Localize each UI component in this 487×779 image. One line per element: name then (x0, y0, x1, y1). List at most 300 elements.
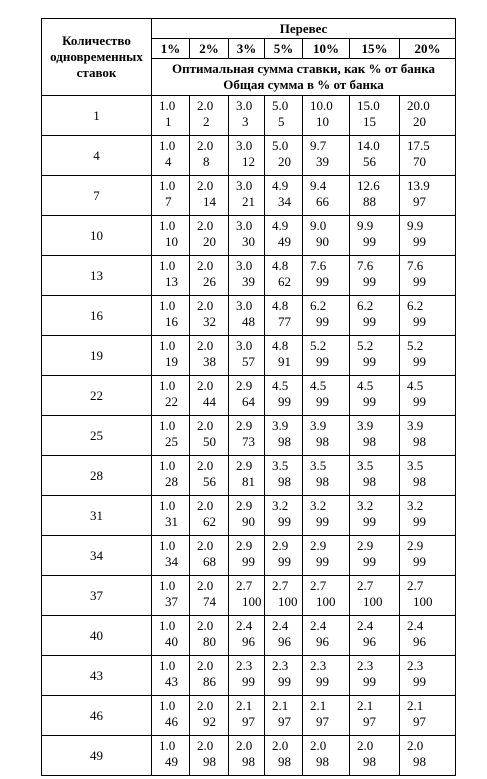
optimal-stake-value: 1.0 (159, 298, 176, 313)
bet-count-cell: 37 (42, 576, 152, 616)
stake-cell (152, 496, 190, 536)
stake-cell (303, 336, 350, 376)
optimal-stake-value: 10.0 (310, 98, 333, 113)
optimal-stake-value: 1.0 (159, 458, 176, 473)
total-stake-value: 80 (203, 634, 216, 649)
optimal-stake-value: 2.1 (236, 698, 253, 713)
optimal-stake-value: 1.0 (159, 538, 176, 553)
total-stake-value: 100 (278, 594, 298, 609)
total-stake-value: 99 (316, 354, 329, 369)
optimal-stake-value: 9.9 (357, 218, 374, 233)
optimal-stake-value: 1.0 (159, 98, 176, 113)
stake-cell (400, 456, 456, 496)
total-stake-value: 15 (363, 114, 376, 129)
stake-cell (265, 576, 303, 616)
total-stake-value: 37 (165, 594, 178, 609)
table-row (42, 296, 456, 336)
table-body (42, 96, 456, 776)
optimal-stake-value: 2.7 (407, 578, 424, 593)
stake-cell (303, 456, 350, 496)
optimal-stake-value: 9.0 (310, 218, 327, 233)
bet-count-cell: 1 (42, 96, 152, 136)
optimal-stake-value: 2.0 (197, 338, 214, 353)
optimal-stake-value: 4.9 (272, 218, 289, 233)
stake-cell (350, 336, 400, 376)
percent-header: 20% (400, 39, 456, 59)
stake-cell (303, 216, 350, 256)
stake-cell (229, 336, 265, 376)
total-stake-value: 74 (203, 594, 216, 609)
total-stake-value: 99 (316, 514, 329, 529)
optimal-stake-label: Оптимальная сумма ставки, как % от банка (172, 61, 435, 76)
total-stake-value: 49 (278, 234, 291, 249)
stake-cell (229, 576, 265, 616)
optimal-stake-value: 3.0 (236, 258, 253, 273)
percent-header: 5% (265, 39, 303, 59)
stake-cell (350, 96, 400, 136)
table-row (42, 136, 456, 176)
optimal-stake-value: 2.0 (197, 178, 214, 193)
optimal-stake-value: 1.0 (159, 338, 176, 353)
stake-cell (190, 256, 229, 296)
stake-cell (350, 576, 400, 616)
optimal-stake-value: 3.2 (272, 498, 289, 513)
total-stake-value: 38 (203, 354, 216, 369)
optimal-stake-value: 9.4 (310, 178, 327, 193)
stake-cell (400, 176, 456, 216)
stake-cell (190, 336, 229, 376)
stake-cell (400, 96, 456, 136)
total-stake-value: 34 (278, 194, 291, 209)
total-stake-value: 44 (203, 394, 216, 409)
bet-count-cell: 43 (42, 656, 152, 696)
bet-count-cell: 31 (42, 496, 152, 536)
optimal-stake-value: 14.0 (357, 138, 380, 153)
total-stake-value: 56 (203, 474, 216, 489)
optimal-stake-value: 1.0 (159, 498, 176, 513)
optimal-stake-value: 1.0 (159, 658, 176, 673)
optimal-stake-value: 2.9 (236, 418, 253, 433)
optimal-stake-value: 4.5 (272, 378, 289, 393)
optimal-stake-value: 4.5 (357, 378, 374, 393)
total-stake-value: 99 (413, 514, 426, 529)
stake-cell (229, 536, 265, 576)
optimal-stake-value: 2.0 (197, 578, 214, 593)
optimal-stake-value: 7.6 (357, 258, 374, 273)
stake-cell (229, 736, 265, 776)
stake-cell (265, 456, 303, 496)
total-stake-value: 100 (363, 594, 383, 609)
optimal-stake-value: 3.5 (407, 458, 424, 473)
stake-cell (303, 496, 350, 536)
optimal-stake-value: 1.0 (159, 218, 176, 233)
total-stake-value: 99 (363, 674, 376, 689)
total-stake-value: 12 (242, 154, 255, 169)
total-stake-value: 39 (316, 154, 329, 169)
stake-cell (265, 656, 303, 696)
stake-cell (350, 416, 400, 456)
total-stake-value: 2 (203, 114, 210, 129)
total-stake-value: 96 (413, 634, 426, 649)
optimal-stake-value: 12.6 (357, 178, 380, 193)
optimal-stake-value: 2.3 (272, 658, 289, 673)
stake-cell (190, 616, 229, 656)
optimal-stake-value: 9.9 (407, 218, 424, 233)
total-stake-value: 43 (165, 674, 178, 689)
stake-cell (229, 136, 265, 176)
optimal-stake-value: 1.0 (159, 698, 176, 713)
total-stake-value: 99 (363, 394, 376, 409)
optimal-stake-value: 2.1 (407, 698, 424, 713)
optimal-stake-value: 3.5 (272, 458, 289, 473)
table-row (42, 696, 456, 736)
stake-cell (229, 376, 265, 416)
total-stake-value: 86 (203, 674, 216, 689)
optimal-stake-value: 2.0 (197, 258, 214, 273)
total-stake-value: 19 (165, 354, 178, 369)
total-stake-value: 99 (242, 554, 255, 569)
description-header (152, 59, 456, 96)
optimal-stake-value: 1.0 (159, 258, 176, 273)
optimal-stake-value: 2.4 (357, 618, 374, 633)
stake-cell (190, 416, 229, 456)
optimal-stake-value: 3.2 (407, 498, 424, 513)
percent-header: 1% (152, 39, 190, 59)
stake-cell (265, 176, 303, 216)
total-stake-value: 98 (363, 474, 376, 489)
total-stake-value: 98 (316, 474, 329, 489)
stake-cell (350, 376, 400, 416)
total-stake-value: 25 (165, 434, 178, 449)
optimal-stake-value: 3.0 (236, 218, 253, 233)
stake-cell (190, 296, 229, 336)
optimal-stake-value: 7.6 (407, 258, 424, 273)
total-stake-value: 88 (363, 194, 376, 209)
optimal-stake-value: 3.0 (236, 138, 253, 153)
bet-size-table (41, 18, 456, 776)
optimal-stake-value: 2.0 (407, 738, 424, 753)
stake-cell (400, 216, 456, 256)
stake-cell (303, 136, 350, 176)
stake-cell (350, 696, 400, 736)
stake-cell (229, 416, 265, 456)
stake-cell (400, 616, 456, 656)
bet-count-cell: 4 (42, 136, 152, 176)
optimal-stake-value: 2.9 (236, 538, 253, 553)
optimal-stake-value: 2.4 (236, 618, 253, 633)
optimal-stake-value: 2.0 (197, 618, 214, 633)
bet-count-cell: 19 (42, 336, 152, 376)
stake-cell (350, 656, 400, 696)
total-stake-value: 56 (363, 154, 376, 169)
total-stake-value: 99 (278, 394, 291, 409)
optimal-stake-value: 6.2 (310, 298, 327, 313)
optimal-stake-value: 3.0 (236, 98, 253, 113)
optimal-stake-value: 20.0 (407, 98, 430, 113)
bet-count-cell: 40 (42, 616, 152, 656)
stake-cell (350, 176, 400, 216)
total-stake-value: 97 (413, 714, 426, 729)
total-stake-value: 62 (278, 274, 291, 289)
optimal-stake-value: 5.0 (272, 98, 289, 113)
total-stake-value: 73 (242, 434, 255, 449)
total-stake-value: 90 (316, 234, 329, 249)
bet-count-cell: 34 (42, 536, 152, 576)
stake-cell (400, 736, 456, 776)
stake-cell (229, 296, 265, 336)
total-stake-value: 97 (316, 714, 329, 729)
total-stake-value: 99 (278, 514, 291, 529)
stake-cell (229, 176, 265, 216)
stake-cell (190, 496, 229, 536)
stake-cell (400, 136, 456, 176)
total-stake-value: 66 (316, 194, 329, 209)
table-row (42, 216, 456, 256)
percent-header: 15% (350, 39, 400, 59)
table-row (42, 616, 456, 656)
optimal-stake-value: 2.0 (197, 538, 214, 553)
stake-cell (400, 296, 456, 336)
bet-count-cell: 25 (42, 416, 152, 456)
stake-cell (190, 96, 229, 136)
optimal-stake-value: 2.4 (407, 618, 424, 633)
stake-cell (303, 576, 350, 616)
total-stake-value: 99 (413, 234, 426, 249)
stake-cell (350, 536, 400, 576)
optimal-stake-value: 2.0 (357, 738, 374, 753)
stake-cell (303, 536, 350, 576)
total-stake-value: 96 (363, 634, 376, 649)
optimal-stake-value: 1.0 (159, 138, 176, 153)
table-row (42, 96, 456, 136)
optimal-stake-value: 4.5 (407, 378, 424, 393)
total-stake-value: 100 (413, 594, 433, 609)
stake-cell (152, 696, 190, 736)
optimal-stake-value: 4.8 (272, 338, 289, 353)
total-stake-value: 99 (316, 314, 329, 329)
optimal-stake-value: 3.5 (310, 458, 327, 473)
table-row (42, 376, 456, 416)
total-stake-value: 99 (413, 354, 426, 369)
stake-cell (303, 176, 350, 216)
stake-cell (400, 336, 456, 376)
stake-cell (400, 416, 456, 456)
stake-cell (303, 376, 350, 416)
total-stake-value: 97 (363, 714, 376, 729)
stake-cell (229, 656, 265, 696)
stake-cell (303, 96, 350, 136)
total-stake-value: 5 (278, 114, 285, 129)
table-row (42, 576, 456, 616)
optimal-stake-value: 1.0 (159, 618, 176, 633)
total-stake-value: 98 (413, 474, 426, 489)
stake-cell (303, 256, 350, 296)
stake-cell (303, 296, 350, 336)
stake-cell (152, 456, 190, 496)
optimal-stake-value: 5.2 (310, 338, 327, 353)
stake-cell (152, 176, 190, 216)
total-stake-value: 99 (316, 554, 329, 569)
optimal-stake-value: 2.3 (310, 658, 327, 673)
stake-cell (229, 456, 265, 496)
total-stake-value: 50 (203, 434, 216, 449)
stake-cell (265, 376, 303, 416)
optimal-stake-value: 2.0 (236, 738, 253, 753)
total-stake-value: 31 (165, 514, 178, 529)
optimal-stake-value: 2.7 (357, 578, 374, 593)
total-stake-value: 10 (316, 114, 329, 129)
stake-cell (152, 96, 190, 136)
stake-cell (350, 136, 400, 176)
bet-count-cell: 28 (42, 456, 152, 496)
stake-cell (265, 616, 303, 656)
table-row (42, 656, 456, 696)
total-stake-value: 98 (413, 754, 426, 769)
total-stake-value: 92 (203, 714, 216, 729)
table-row (42, 336, 456, 376)
bet-count-cell: 7 (42, 176, 152, 216)
total-stake-value: 1 (165, 114, 172, 129)
stake-cell (152, 616, 190, 656)
total-stake-value: 100 (316, 594, 336, 609)
optimal-stake-value: 4.9 (272, 178, 289, 193)
stake-cell (350, 256, 400, 296)
stake-cell (265, 296, 303, 336)
total-stake-value: 20 (203, 234, 216, 249)
total-stake-value: 70 (413, 154, 426, 169)
total-stake-value: 10 (165, 234, 178, 249)
total-stake-value: 8 (203, 154, 210, 169)
bet-count-cell: 13 (42, 256, 152, 296)
stake-cell (400, 696, 456, 736)
optimal-stake-value: 2.0 (197, 698, 214, 713)
percent-header: 2% (190, 39, 229, 59)
stake-cell (350, 496, 400, 536)
optimal-stake-value: 2.7 (236, 578, 253, 593)
optimal-stake-value: 3.5 (357, 458, 374, 473)
total-stake-value: 99 (316, 394, 329, 409)
total-stake-value: 14 (203, 194, 216, 209)
stake-cell (229, 616, 265, 656)
total-stake-value: 26 (203, 274, 216, 289)
optimal-stake-value: 2.0 (310, 738, 327, 753)
total-stake-value: 96 (242, 634, 255, 649)
optimal-stake-value: 2.0 (197, 658, 214, 673)
total-stake-value: 98 (278, 474, 291, 489)
stake-cell (229, 696, 265, 736)
optimal-stake-value: 6.2 (357, 298, 374, 313)
optimal-stake-value: 2.9 (236, 498, 253, 513)
optimal-stake-value: 3.9 (310, 418, 327, 433)
optimal-stake-value: 2.9 (310, 538, 327, 553)
table-row (42, 736, 456, 776)
stake-cell (229, 216, 265, 256)
optimal-stake-value: 15.0 (357, 98, 380, 113)
total-stake-value: 97 (278, 714, 291, 729)
stake-cell (303, 616, 350, 656)
stake-cell (152, 576, 190, 616)
total-stake-value: 28 (165, 474, 178, 489)
optimal-stake-value: 2.3 (407, 658, 424, 673)
optimal-stake-value: 17.5 (407, 138, 430, 153)
total-stake-value: 81 (242, 474, 255, 489)
table-row (42, 256, 456, 296)
optimal-stake-value: 2.0 (197, 418, 214, 433)
stake-cell (152, 296, 190, 336)
optimal-stake-value: 2.1 (357, 698, 374, 713)
table-row (42, 496, 456, 536)
stake-cell (190, 536, 229, 576)
optimal-stake-value: 3.0 (236, 178, 253, 193)
stake-cell (400, 576, 456, 616)
table-row (42, 536, 456, 576)
optimal-stake-value: 3.0 (236, 298, 253, 313)
stake-cell (350, 616, 400, 656)
stake-cell (152, 336, 190, 376)
total-stake-value: 46 (165, 714, 178, 729)
stake-cell (152, 216, 190, 256)
optimal-stake-value: 2.1 (272, 698, 289, 713)
total-stake-label: Общая сумма в % от банка (223, 77, 384, 92)
optimal-stake-value: 2.0 (272, 738, 289, 753)
total-stake-value: 48 (242, 314, 255, 329)
total-stake-value: 99 (363, 354, 376, 369)
total-stake-value: 99 (242, 674, 255, 689)
stake-cell (303, 736, 350, 776)
optimal-stake-value: 5.2 (407, 338, 424, 353)
total-stake-value: 64 (242, 394, 255, 409)
total-stake-value: 99 (363, 554, 376, 569)
optimal-stake-value: 4.8 (272, 298, 289, 313)
advantage-header: Перевес (152, 19, 456, 39)
optimal-stake-value: 3.2 (310, 498, 327, 513)
total-stake-value: 98 (242, 754, 255, 769)
stake-cell (152, 136, 190, 176)
stake-cell (152, 536, 190, 576)
optimal-stake-value: 2.0 (197, 138, 214, 153)
optimal-stake-value: 2.3 (236, 658, 253, 673)
total-stake-value: 98 (316, 754, 329, 769)
optimal-stake-value: 2.0 (197, 378, 214, 393)
stake-cell (265, 496, 303, 536)
stake-cell (190, 576, 229, 616)
table-header (42, 19, 456, 96)
bet-count-cell: 46 (42, 696, 152, 736)
total-stake-value: 99 (363, 514, 376, 529)
total-stake-value: 16 (165, 314, 178, 329)
optimal-stake-value: 3.9 (407, 418, 424, 433)
stake-cell (190, 656, 229, 696)
stake-cell (265, 736, 303, 776)
total-stake-value: 96 (278, 634, 291, 649)
optimal-stake-value: 2.0 (197, 458, 214, 473)
total-stake-value: 99 (278, 554, 291, 569)
total-stake-value: 97 (242, 714, 255, 729)
optimal-stake-value: 2.9 (272, 538, 289, 553)
total-stake-value: 99 (316, 674, 329, 689)
stake-cell (152, 736, 190, 776)
stake-cell (265, 216, 303, 256)
total-stake-value: 98 (316, 434, 329, 449)
table-row (42, 416, 456, 456)
total-stake-value: 20 (278, 154, 291, 169)
total-stake-value: 4 (165, 154, 172, 169)
total-stake-value: 99 (413, 394, 426, 409)
stake-cell (190, 736, 229, 776)
stake-cell (229, 256, 265, 296)
stake-cell (265, 256, 303, 296)
stake-cell (190, 136, 229, 176)
